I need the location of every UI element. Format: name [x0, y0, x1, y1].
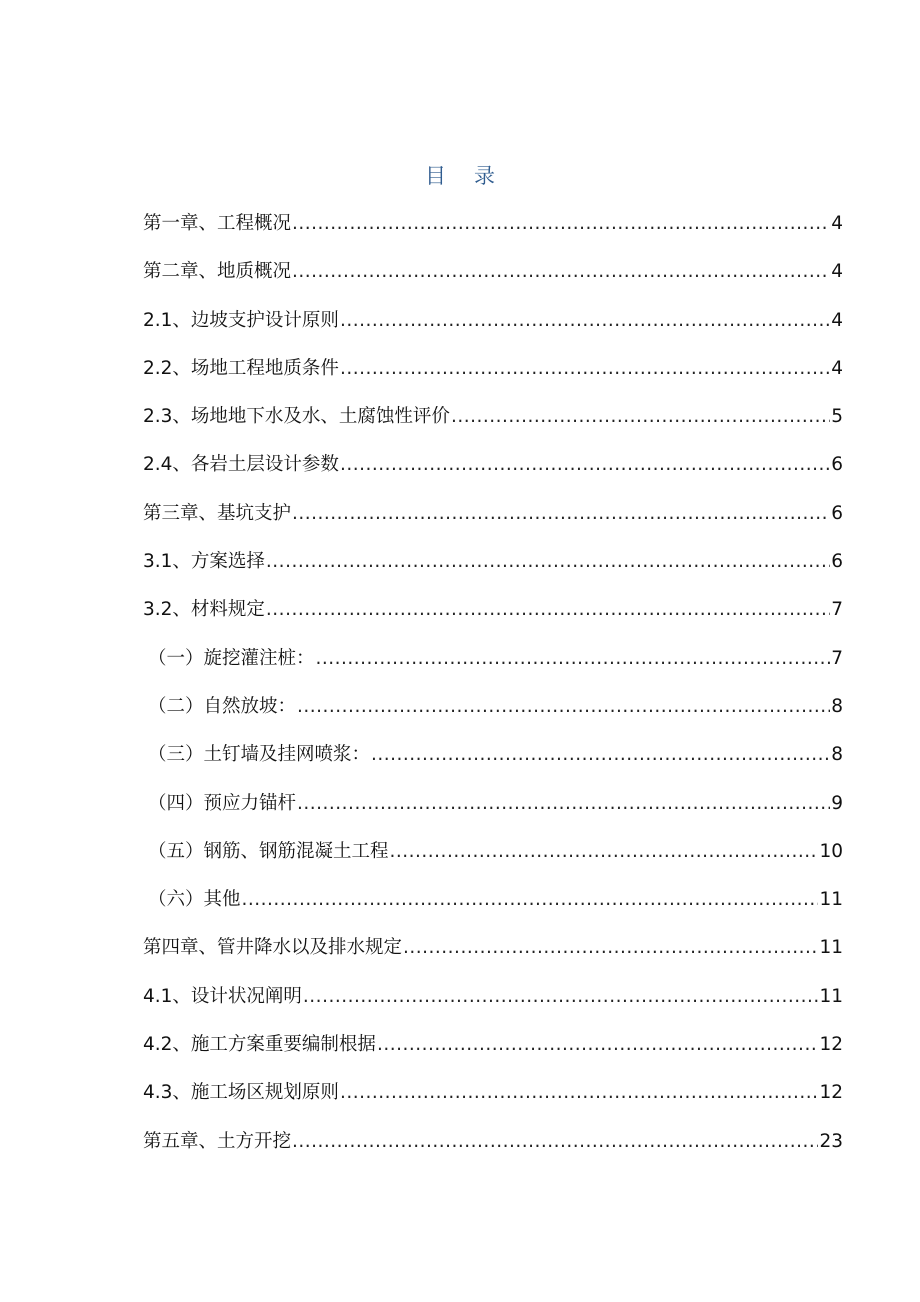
toc-dot-leader — [377, 1021, 819, 1069]
toc-dot-leader — [292, 490, 830, 538]
toc-entry[interactable] — [143, 973, 843, 1021]
toc-entry-page-number: 4 — [831, 357, 843, 379]
toc-dot-leader — [451, 393, 830, 441]
toc-entry-page-number: 7 — [831, 599, 843, 621]
toc-entry-label: （五）钢筋、钢筋混凝土工程 — [148, 840, 389, 862]
toc-entry-label: （四）预应力锚杆 — [148, 792, 297, 814]
toc-dot-leader — [297, 683, 830, 731]
toc-entry-page-number: 12 — [819, 1082, 843, 1104]
toc-entry-page-number: 7 — [831, 647, 843, 669]
toc-entry[interactable] — [143, 441, 843, 489]
toc-dot-leader — [316, 635, 831, 683]
toc-entry-page-number: 11 — [819, 985, 843, 1007]
toc-entry-page-number: 5 — [831, 406, 843, 428]
toc-entry-page-number: 4 — [831, 213, 843, 234]
toc-entry[interactable] — [143, 297, 843, 345]
toc-dot-leader — [297, 780, 830, 828]
toc-entry-label: 2.1、边坡支护设计原则 — [143, 309, 339, 331]
toc-entry-label: 2.4、各岩土层设计参数 — [143, 454, 339, 476]
toc-entry-label: 4.2、施工方案重要编制根据 — [143, 1034, 376, 1056]
toc-dot-leader — [340, 1069, 819, 1117]
toc-dot-leader — [390, 828, 819, 876]
toc-entry-label: 第一章、工程概况 — [143, 213, 292, 234]
toc-entry-page-number: 11 — [819, 889, 843, 911]
toc-entry-label: 第五章、土方开挖 — [143, 1130, 292, 1152]
toc-entry-label: 第四章、管井降水以及排水规定 — [143, 937, 403, 959]
toc-entry-page-number: 6 — [831, 454, 843, 476]
toc-entry-page-number: 9 — [831, 792, 843, 814]
toc-entry-label: （三）土钉墙及挂网喷浆： — [148, 744, 371, 766]
toc-dot-leader — [242, 876, 819, 924]
toc-entry-label: 4.3、施工场区规划原则 — [143, 1082, 339, 1104]
toc-entry-label: （二）自然放坡： — [148, 695, 297, 717]
toc-entry[interactable] — [143, 586, 843, 634]
toc-entry-label: 第三章、基坑支护 — [143, 502, 292, 524]
toc-entry[interactable] — [143, 780, 843, 828]
toc-entry-label: 4.1、设计状况阐明 — [143, 985, 302, 1007]
table-of-contents — [143, 200, 843, 1166]
toc-entry[interactable] — [143, 1069, 843, 1117]
toc-dot-leader — [266, 538, 830, 586]
toc-entry[interactable] — [143, 490, 843, 538]
toc-entry-page-number: 6 — [831, 551, 843, 573]
toc-entry-page-number: 10 — [819, 840, 843, 862]
toc-entry[interactable] — [143, 1118, 843, 1166]
toc-title: 目录 — [425, 164, 523, 188]
toc-entry[interactable] — [143, 1021, 843, 1069]
toc-entry-label: 2.2、场地工程地质条件 — [143, 357, 339, 379]
toc-dot-leader — [340, 441, 830, 489]
toc-entry-page-number: 6 — [831, 502, 843, 524]
toc-entry-page-number: 8 — [831, 744, 843, 766]
toc-entry[interactable] — [143, 924, 843, 972]
toc-entry[interactable] — [143, 200, 843, 248]
toc-dot-leader — [292, 200, 830, 248]
toc-entry-page-number: 4 — [831, 261, 843, 283]
toc-dot-leader — [292, 248, 830, 296]
toc-dot-leader — [303, 973, 819, 1021]
toc-entry[interactable] — [143, 538, 843, 586]
toc-dot-leader — [340, 345, 830, 393]
toc-entry-page-number: 23 — [819, 1130, 843, 1152]
toc-dot-leader — [403, 924, 818, 972]
toc-entry-label: （一）旋挖灌注桩： — [148, 647, 315, 669]
toc-entry-label: 2.3、场地地下水及水、土腐蚀性评价 — [143, 406, 450, 428]
toc-dot-leader — [292, 1118, 818, 1166]
toc-entry[interactable] — [143, 828, 843, 876]
toc-entry-label: 第二章、地质概况 — [143, 261, 292, 283]
toc-dot-leader — [371, 731, 830, 779]
toc-entry[interactable] — [143, 393, 843, 441]
toc-entry[interactable] — [143, 683, 843, 731]
toc-entry[interactable] — [143, 731, 843, 779]
toc-entry[interactable] — [143, 345, 843, 393]
toc-entry-page-number: 4 — [831, 309, 843, 331]
toc-dot-leader — [266, 586, 830, 634]
toc-dot-leader — [340, 297, 830, 345]
toc-entry-page-number: 8 — [831, 695, 843, 717]
toc-entry[interactable] — [143, 248, 843, 296]
toc-entry-page-number: 12 — [819, 1034, 843, 1056]
toc-entry-label: （六）其他 — [148, 889, 241, 911]
toc-entry[interactable] — [143, 635, 843, 683]
toc-entry[interactable] — [143, 876, 843, 924]
toc-entry-label: 3.2、材料规定 — [143, 599, 265, 621]
toc-entry-label: 3.1、方案选择 — [143, 551, 265, 573]
toc-entry-page-number: 11 — [819, 937, 843, 959]
